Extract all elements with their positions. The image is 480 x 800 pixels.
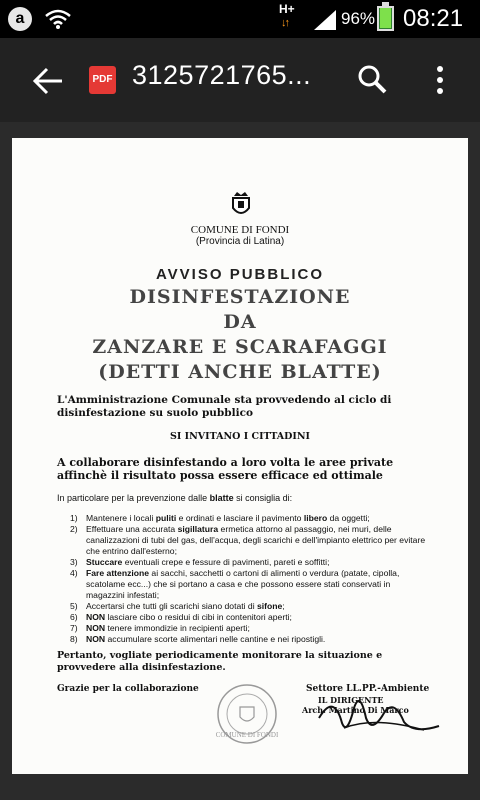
pdf-page [12, 138, 468, 774]
list-item: 2) Effettuare una accurata sigillatura ermetica attorno al passaggio, nei muri, delle canalizzazioni di tubi del gas, dell'acqua, degli scarichi e dell'impianto elettrico per evitare che entrino dall'esterno; [70, 524, 426, 556]
notice-label: AVVISO PUBBLICO [155, 266, 325, 283]
coat-of-arms-icon [231, 190, 251, 218]
status-bar [0, 0, 480, 38]
app-toolbar [0, 38, 480, 122]
headline-line: DISINFESTAZIONE [129, 286, 351, 308]
department-line: Settore LL.PP.-Ambiente [306, 684, 430, 694]
headline-line: (DETTI ANCHE BLATTE) [98, 361, 382, 383]
list-item: 1) Mantenere i locali puliti e ordinati e lasciare il pavimento libero da oggetti; [70, 513, 370, 523]
headline-line: ZANZARE E SCARAFAGGI [92, 336, 388, 358]
list-item: 3) Stuccare eventuali crepe e fessure di pavimenti, pareti e soffitti; [70, 557, 330, 567]
list-item: 5) Accertarsi che tutti gli scarichi siano dotati di sifone; [70, 601, 285, 611]
handwritten-signature [314, 688, 444, 738]
invitation-heading: SI INVITANO I CITTADINI [170, 431, 310, 442]
prevention-keyword: blatte [209, 493, 234, 503]
advice-list [70, 513, 430, 645]
document-title: 3125721765... [132, 60, 312, 90]
director-title: IL DIRIGENTE [318, 695, 384, 705]
pdf-file-icon: PDF [89, 66, 116, 94]
list-item: 4) Fare attenzione ai sacchi, sacchetti o cartoni di alimenti o verdura (patate, cipolla, scatolame ecc...) che si portano a casa e che possono essere stati conservati in magazzini infestati; [70, 568, 400, 600]
overflow-menu-icon[interactable] [428, 62, 452, 98]
stamp-text: COMUNE DI FONDI [216, 731, 278, 739]
network-type-label: H+ [279, 2, 295, 16]
collaboration-paragraph: A collaborare disinfestando a loro volta le aree private affinchè il risultato possa essere efficace ed ottimale [57, 456, 394, 482]
intro-paragraph: L'Amministrazione Comunale sta provvedendo al ciclo di disinfestazione su suolo pubblico [57, 394, 392, 419]
battery-percentage: 96% [341, 9, 376, 28]
headline-line: DA [223, 311, 257, 333]
back-arrow-icon[interactable] [28, 64, 68, 98]
signal-icon [312, 8, 338, 32]
app-notification-icon: a [8, 7, 32, 31]
thanks-line: Grazie per la collaborazione [57, 684, 199, 694]
signatory-name: Arch. Martino Di Marco [302, 705, 409, 715]
wifi-icon [44, 8, 72, 30]
data-activity-icon: ↓↑ [281, 17, 288, 29]
official-stamp [216, 683, 278, 745]
search-icon[interactable] [355, 62, 391, 98]
list-item: 6) NON lasciare cibo o residui di cibi in contenitori aperti; [70, 612, 292, 622]
clock: 08:21 [403, 5, 464, 32]
prevention-intro-text: In particolare per la prevenzione dalle [57, 493, 210, 503]
provincia-name: (Provincia di Latina) [195, 236, 285, 247]
list-item: 7) NON tenere immondizie in recipienti aperti; [70, 623, 250, 633]
comune-name: COMUNE DI FONDI [190, 224, 290, 236]
prevention-intro [57, 493, 447, 503]
closing-paragraph: Pertanto, vogliate periodicamente monitorare la situazione e provvedere alla disinfestazione. [57, 650, 383, 673]
list-item: 8) NON accumulare scorte alimentari nelle cantine e nei ripostigli. [70, 634, 326, 644]
prevention-intro-text: si consiglia di: [233, 493, 293, 503]
battery-icon [377, 6, 394, 31]
